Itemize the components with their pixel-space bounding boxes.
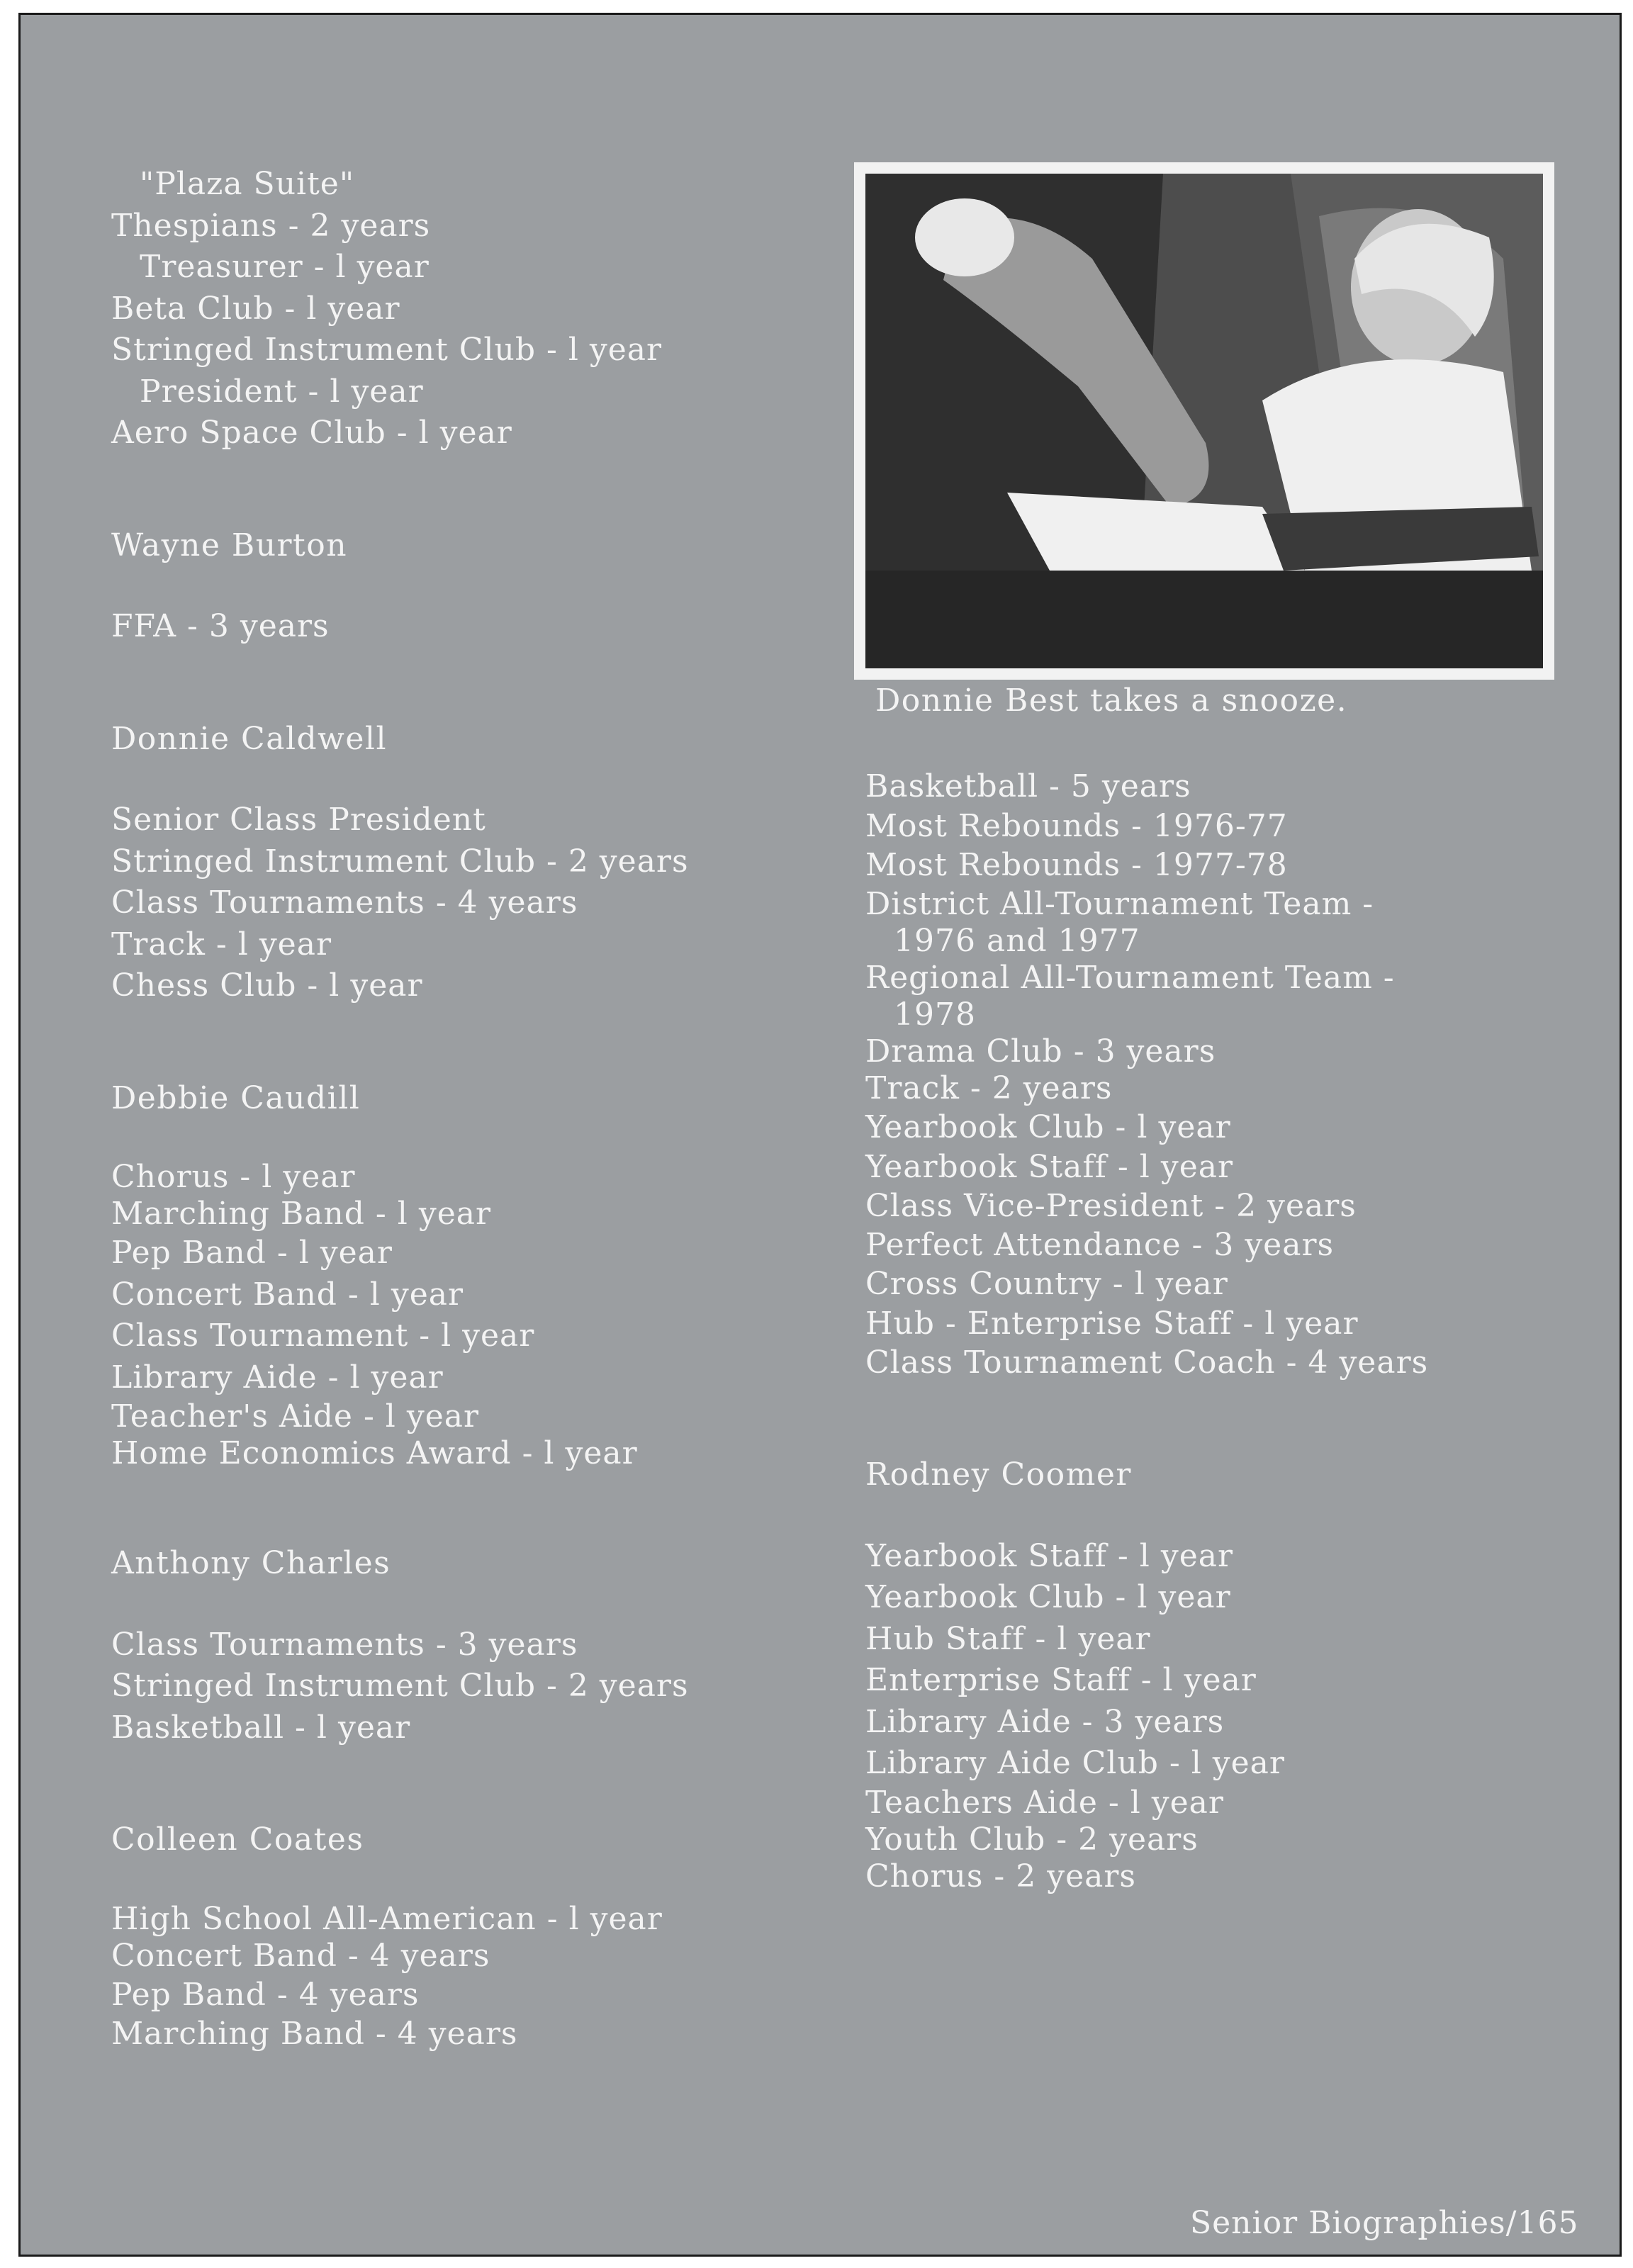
entry-item: Library Aide Club - l year <box>865 1745 1285 1781</box>
entry-item: Hub - Enterprise Staff - l year <box>865 1305 1359 1342</box>
entry-item: Marching Band - 4 years <box>111 2016 518 2052</box>
entry-item: Marching Band - l year <box>111 1196 491 1232</box>
entry-item: Yearbook Club - l year <box>865 1109 1231 1145</box>
student-name: Donnie Caldwell <box>111 720 388 757</box>
entry-item: Yearbook Staff - l year <box>865 1537 1234 1574</box>
entry-item: Class Tournament - l year <box>111 1318 535 1354</box>
student-name: Wayne Burton <box>111 527 348 563</box>
entry-item: Class Tournaments - 4 years <box>111 885 578 921</box>
entry-item: Basketball - 5 years <box>865 768 1191 804</box>
entry-item: Stringed Instrument Club - 2 years <box>111 843 689 880</box>
entry-item: Stringed Instrument Club - l year <box>111 332 663 368</box>
yearbook-page <box>18 13 1622 2257</box>
entry-item: Track - l year <box>111 926 332 962</box>
entry-item: Aero Space Club - l year <box>111 415 512 451</box>
entry-item: District All-Tournament Team - <box>865 886 1374 922</box>
entry-item: Class Vice-President - 2 years <box>865 1187 1357 1224</box>
student-name: Debbie Caudill <box>111 1079 361 1116</box>
entry-item: Perfect Attendance - 3 years <box>865 1227 1335 1263</box>
entry-item: 1976 and 1977 <box>894 923 1140 959</box>
entry-item: Yearbook Club - l year <box>865 1579 1231 1615</box>
entry-item: Regional All-Tournament Team - <box>865 960 1395 996</box>
entry-item: Beta Club - l year <box>111 290 400 327</box>
entry-item: High School All-American - l year <box>111 1900 663 1937</box>
entry-item: Chess Club - l year <box>111 967 423 1004</box>
entry-item: Pep Band - 4 years <box>111 1976 420 2013</box>
student-name: Rodney Coomer <box>865 1456 1132 1493</box>
entry-item: Concert Band - l year <box>111 1276 464 1313</box>
entry-item: Enterprise Staff - l year <box>865 1662 1257 1698</box>
left-column <box>111 164 820 2053</box>
entry-item: Concert Band - 4 years <box>111 1937 490 1974</box>
student-name: Anthony Charles <box>111 1545 391 1581</box>
entry-item: Class Tournament Coach - 4 years <box>865 1344 1429 1381</box>
entry-item: Stringed Instrument Club - 2 years <box>111 1668 689 1704</box>
entry-item: Treasurer - l year <box>140 249 430 285</box>
entry-item: "Plaza Suite" <box>140 166 355 202</box>
entry-item: Youth Club - 2 years <box>865 1821 1199 1858</box>
page-footer: Senior Biographies/165 <box>1190 2205 1579 2241</box>
entry-item: Yearbook Staff - l year <box>865 1148 1234 1185</box>
entry-item: Thespians - 2 years <box>111 207 431 244</box>
intro-entry <box>111 164 820 454</box>
student-name: Colleen Coates <box>111 1821 364 1858</box>
entry-item: Chorus - 2 years <box>865 1858 1137 1894</box>
entry-item: Class Tournaments - 3 years <box>111 1626 578 1663</box>
entry-item: Senior Class President <box>111 802 486 838</box>
entry-item: Drama Club - 3 years <box>865 1033 1216 1070</box>
entry-item: Library Aide - l year <box>111 1359 444 1396</box>
entry-item: President - l year <box>140 373 424 410</box>
entry-item: Hub Staff - l year <box>865 1620 1151 1657</box>
photo-caption: Donnie Best takes a snooze. <box>875 683 1348 719</box>
entry-item: Pep Band - l year <box>111 1235 393 1271</box>
photo-illustration <box>865 174 1543 668</box>
right-column <box>865 766 1603 1895</box>
entry-item: FFA - 3 years <box>111 608 330 644</box>
entry-item: Most Rebounds - 1976-77 <box>865 807 1288 844</box>
entry-item: Track - 2 years <box>865 1070 1113 1106</box>
entry-item: Library Aide - 3 years <box>865 1703 1225 1740</box>
entry-item: Most Rebounds - 1977-78 <box>865 846 1288 883</box>
entry-item: 1978 <box>894 997 976 1033</box>
entry-item: Home Economics Award - l year <box>111 1435 638 1471</box>
entry-item: Cross Country - l year <box>865 1266 1228 1302</box>
photo-frame <box>854 162 1554 680</box>
entry-item: Teachers Aide - l year <box>865 1784 1224 1821</box>
entry-item: Chorus - l year <box>111 1159 356 1195</box>
student-photo <box>865 174 1543 668</box>
entry-item: Basketball - l year <box>111 1709 411 1746</box>
entry-item: Teacher's Aide - l year <box>111 1398 480 1435</box>
